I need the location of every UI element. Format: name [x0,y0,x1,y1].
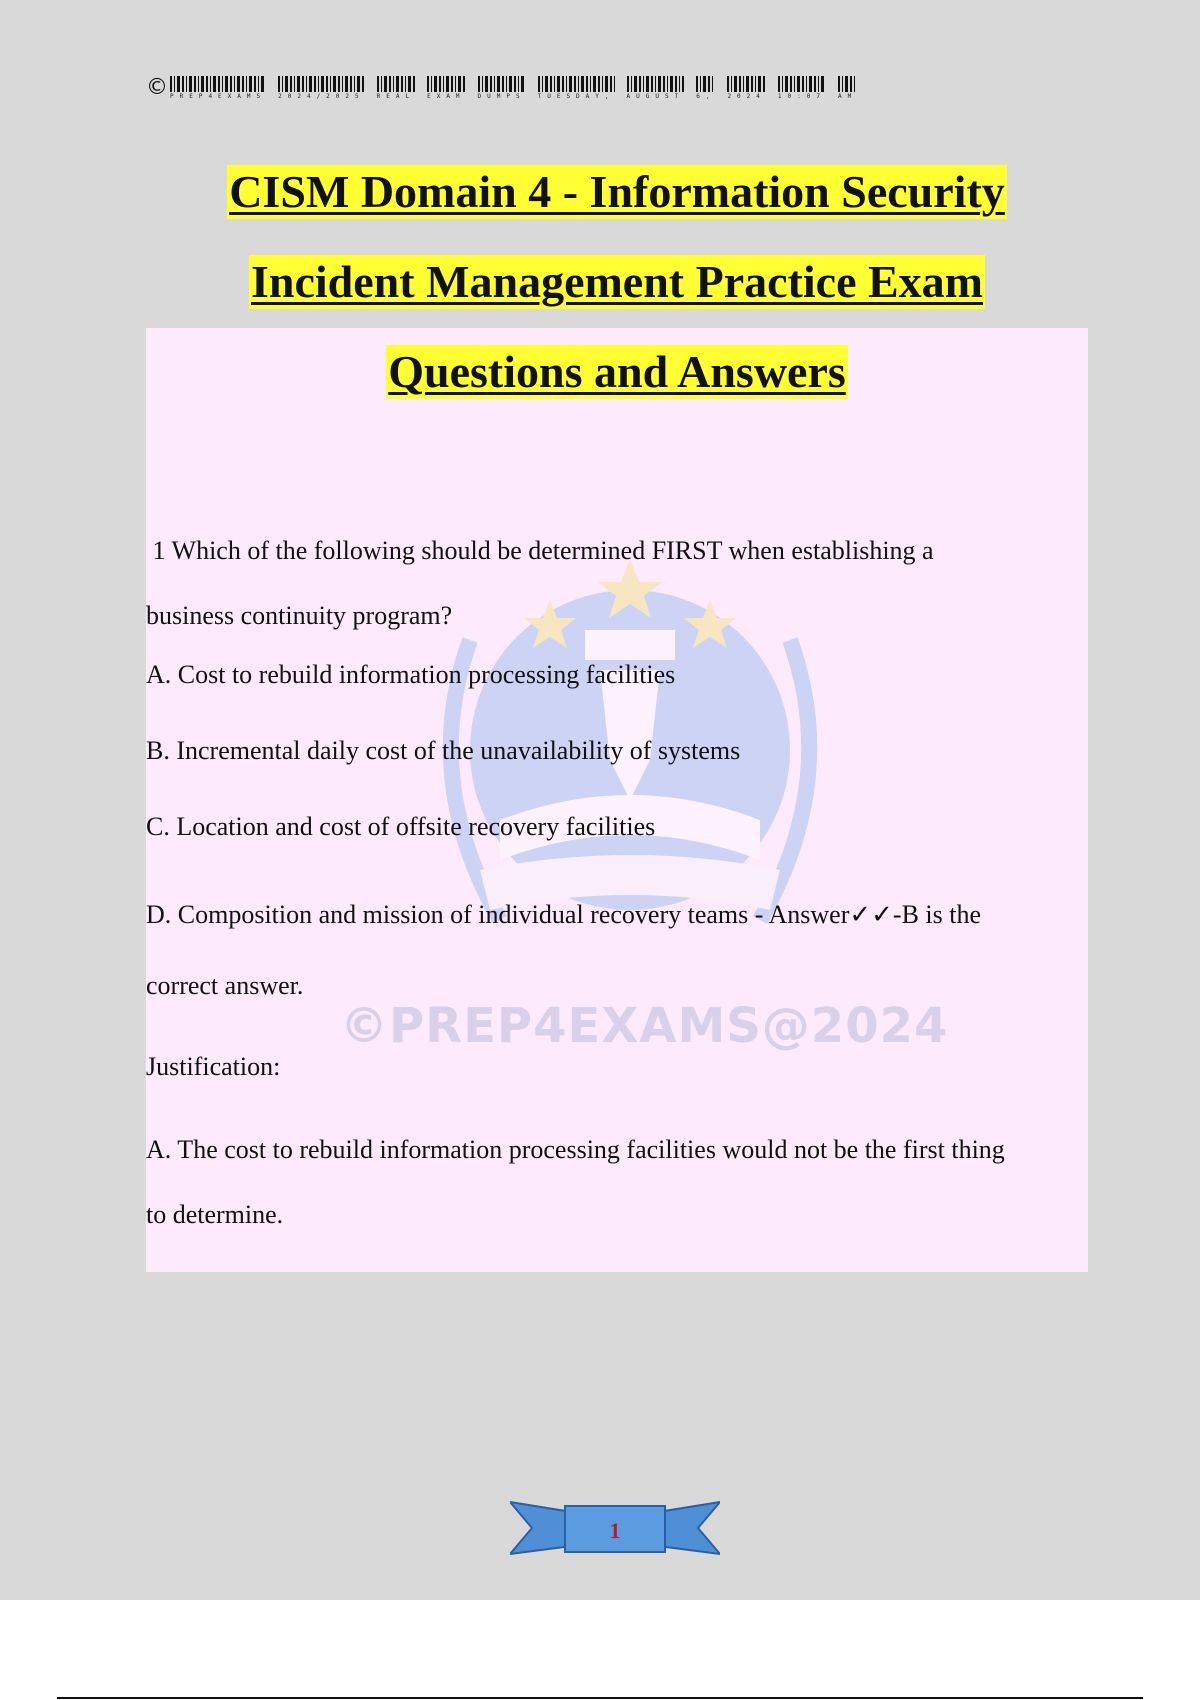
option-c: C. Location and cost of offsite recovery facilities [146,812,656,841]
barcode-word: AUGUST [627,76,685,102]
question-stem-line-2: business continuity program? [146,601,453,630]
barcode-header [146,76,869,102]
justification-label: Justification: [146,1052,281,1081]
barcode-word: REAL [377,76,415,102]
title-line-1: CISM Domain 4 - Information Security [229,166,1005,217]
justification-a-line-1: A. The cost to rebuild information processing facilities would not be the first thing [146,1135,1005,1164]
option-b: B. Incremental daily cost of the unavailability of systems [146,736,741,765]
barcode-word: 2024 [727,76,765,102]
option-a: A. Cost to rebuild information processing facilities [146,660,676,689]
justification-a-line-2: to determine. [146,1200,284,1229]
question-content [146,518,1086,1247]
barcode-word: 10:07 [778,76,826,102]
title-line-3: Questions and Answers [388,346,846,397]
page-number: 1 [609,1518,621,1543]
document-title [146,165,1088,435]
title-line-2: Incident Management Practice Exam [250,256,983,307]
barcode-word: 6, [696,76,715,102]
option-d-line-2: correct answer. [146,971,304,1000]
barcode-word: PREP4EXAMS [170,76,266,102]
barcode-word: 2024/2025 [278,76,365,102]
barcode-word: AM [838,76,857,102]
bottom-divider [57,1697,1143,1699]
copyright-symbol: © [146,75,168,100]
barcode-word: EXAM [427,76,465,102]
question-stem-line-1: 1 Which of the following should be determined FIRST when establishing a [146,536,934,565]
option-d-line-1: D. Composition and mission of individual recovery teams - Answer✓✓-B is the [146,900,982,929]
barcode-word: TUESDAY, [538,76,615,102]
barcode-word: DUMPS [478,76,526,102]
watermark-text: ©PREP4EXAMS@2024 [340,998,949,1054]
